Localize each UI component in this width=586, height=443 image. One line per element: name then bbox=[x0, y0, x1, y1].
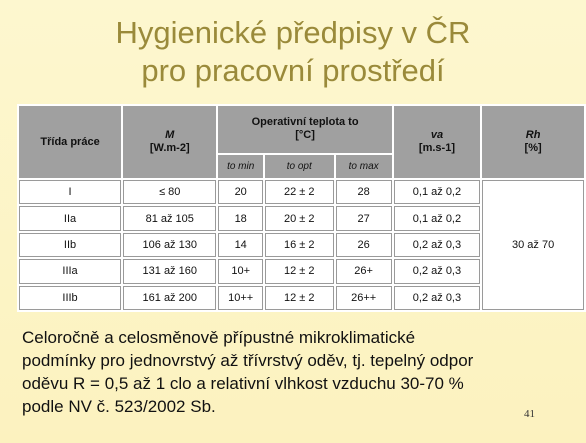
cell-topt: 20 ± 2 bbox=[265, 206, 334, 230]
header-teplota: Operativní teplota to [°C] bbox=[218, 106, 391, 153]
header-to-opt: to opt bbox=[265, 155, 334, 178]
table-row bbox=[19, 180, 584, 204]
microclimate-table-wrapper bbox=[17, 104, 586, 312]
cell-va: 0,1 až 0,2 bbox=[394, 180, 480, 204]
header-teplota-unit: [°C] bbox=[295, 129, 315, 142]
cell-tmin: 18 bbox=[218, 206, 263, 230]
cell-tmin: 10++ bbox=[218, 286, 263, 310]
microclimate-table bbox=[17, 104, 586, 312]
cell-tmin: 10+ bbox=[218, 259, 263, 283]
cell-tmin: 20 bbox=[218, 180, 263, 204]
header-va-unit: [m.s-1] bbox=[418, 142, 455, 154]
title-line-2: pro pracovní prostředí bbox=[141, 53, 445, 88]
header-to-max: to max bbox=[336, 155, 392, 178]
cell-trida: IIa bbox=[19, 206, 121, 230]
cell-va: 0,2 až 0,3 bbox=[394, 233, 480, 257]
title-line-1: Hygienické předpisy v ČR bbox=[115, 15, 471, 50]
cell-tmax: 27 bbox=[336, 206, 392, 230]
cell-tmax: 26++ bbox=[336, 286, 392, 310]
cell-va: 0,2 až 0,3 bbox=[394, 259, 480, 283]
note-line-3: oděvu R = 0,5 až 1 clo a relativní vlhkost vzduchu 30-70 % bbox=[22, 374, 464, 393]
header-m-unit: [W.m-2] bbox=[149, 142, 190, 154]
cell-trida: IIb bbox=[19, 233, 121, 257]
cell-tmin: 14 bbox=[218, 233, 263, 257]
header-m: M [W.m-2] bbox=[123, 106, 216, 178]
header-rh: Rh [%] bbox=[482, 106, 584, 178]
cell-trida: IIIa bbox=[19, 259, 121, 283]
cell-trida: IIIb bbox=[19, 286, 121, 310]
cell-m: 81 až 105 bbox=[123, 206, 216, 230]
header-trida: Třída práce bbox=[19, 106, 121, 178]
note-line-1: Celoročně a celosměnově přípustné mikroklimatické bbox=[22, 328, 416, 347]
cell-m: 106 až 130 bbox=[123, 233, 216, 257]
cell-rh: 30 až 70 bbox=[482, 180, 584, 310]
cell-tmax: 26+ bbox=[336, 259, 392, 283]
cell-topt: 12 ± 2 bbox=[265, 259, 334, 283]
cell-m: 161 až 200 bbox=[123, 286, 216, 310]
cell-m: ≤ 80 bbox=[123, 180, 216, 204]
cell-tmax: 26 bbox=[336, 233, 392, 257]
cell-trida: I bbox=[19, 180, 121, 204]
cell-m: 131 až 160 bbox=[123, 259, 216, 283]
cell-tmax: 28 bbox=[336, 180, 392, 204]
note-line-2: podmínky pro jednovrstvý až třívrstvý oděv, tj. tepelný odpor bbox=[22, 351, 474, 370]
cell-va: 0,2 až 0,3 bbox=[394, 286, 480, 310]
cell-va: 0,1 až 0,2 bbox=[394, 206, 480, 230]
page-number: 41 bbox=[524, 408, 535, 420]
slide-title bbox=[0, 14, 586, 90]
cell-topt: 12 ± 2 bbox=[265, 286, 334, 310]
cell-topt: 22 ± 2 bbox=[265, 180, 334, 204]
header-rh-unit: [%] bbox=[524, 142, 542, 154]
note-line-4: podle NV č. 523/2002 Sb. bbox=[22, 397, 216, 416]
slide-note bbox=[22, 326, 562, 418]
cell-topt: 16 ± 2 bbox=[265, 233, 334, 257]
header-va: va [m.s-1] bbox=[394, 106, 480, 178]
header-to-min: to min bbox=[218, 155, 263, 178]
